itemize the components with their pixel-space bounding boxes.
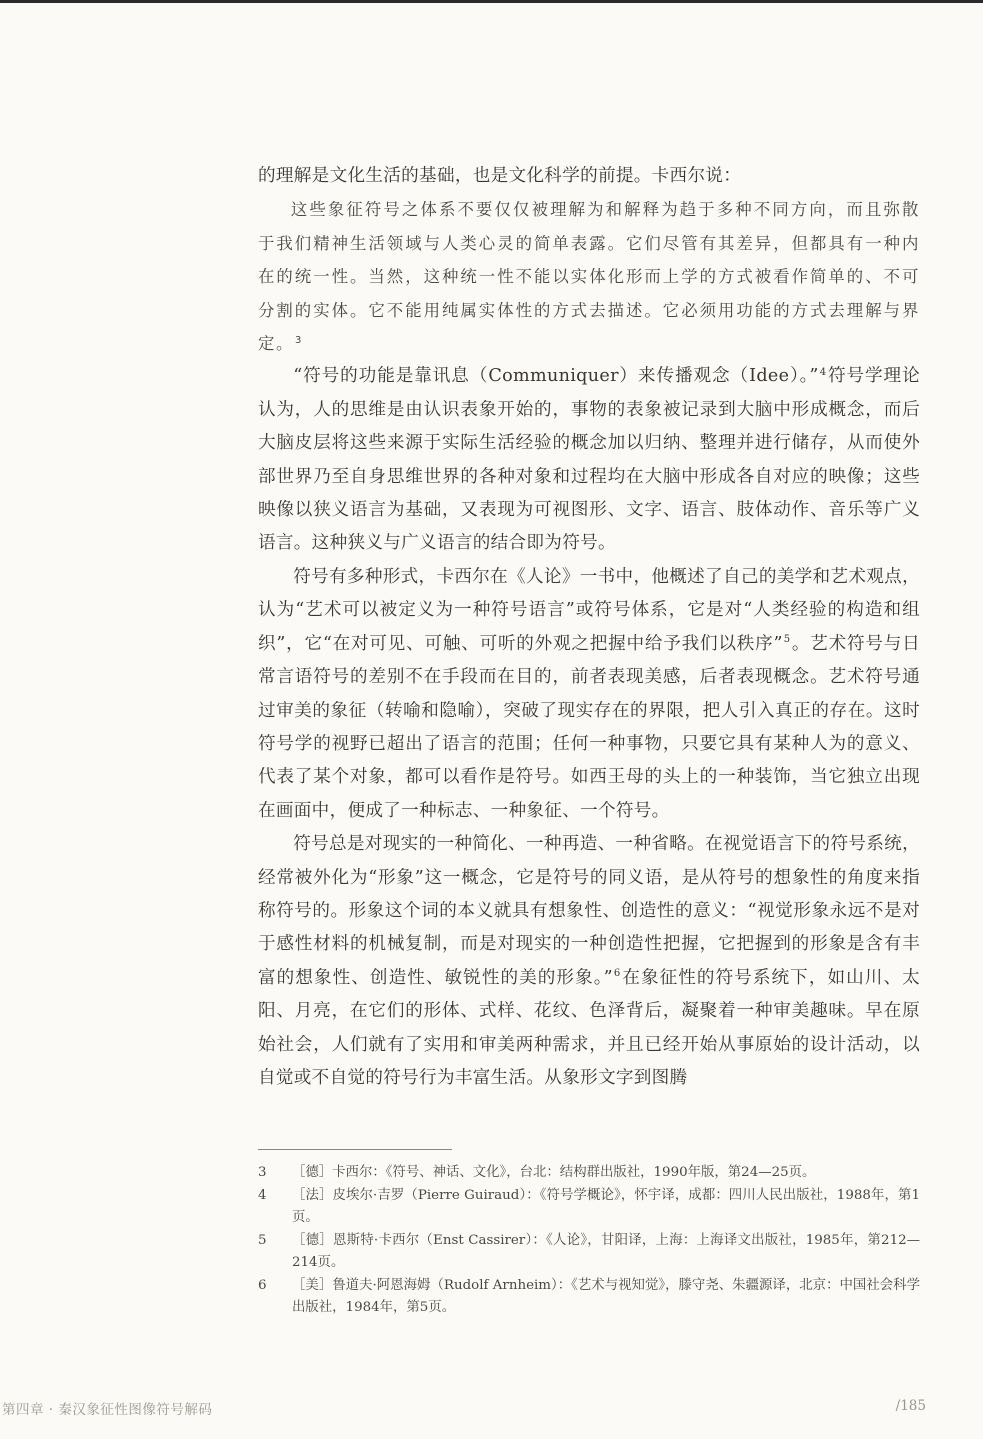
running-footer-chapter: 第四章 · 秦汉象征性图像符号解码 — [2, 1402, 213, 1418]
footnote-number: 5 — [258, 1232, 267, 1248]
paragraph-1 — [258, 360, 920, 560]
paragraph-2-text-b: 。艺术符号与日常言语符号的差别不在手段而在目的，前者表现美感，后者表现概念。艺术符号通过审美的象征（转喻和隐喻），突破了现实存在的界限，把人引入真正的存在。这时符号学的视野已超出了语言的范围；任何一种事物，只要它具有某种人为的意义、代表了某个对象，都可以看作是符号。如西王母的头上的一种装饰，当它独立出现在画面中，便成了一种标志、一种象征、一个符号。 — [258, 633, 920, 821]
footnote-ref-6: 6 — [613, 967, 621, 979]
footnote-ref-3: 3 — [294, 334, 303, 346]
footnote — [258, 1162, 920, 1185]
top-edge-rule — [0, 0, 983, 3]
footnote-text: ［法］皮埃尔·吉罗（Pierre Guiraud）：《符号学概论》，怀宇译，成都：四川人民出版社，1988年，第1页。 — [292, 1187, 920, 1225]
footnote-divider — [258, 1149, 452, 1150]
block-quote-text: 这些象征符号之体系不要仅仅被理解为和解释为趋于多种不同方向，而且弥散于我们精神生活领域与人类心灵的简单表露。它们尽管有其差异，但都具有一种内在的统一性。当然，这种统一性不能以实体化形而上学的方式被看作简单的、不可分割的实体。它不能用纯属实体性的方式去描述。它必须用功能的方式去理解与界定。 — [258, 200, 920, 354]
footnote-text: ［德］恩斯特·卡西尔（Enst Cassirer）：《人论》，甘阳译，上海：上海译文出版社，1985年，第212—214页。 — [292, 1232, 920, 1270]
paragraph-2-text-a: 符号有多种形式，卡西尔在《人论》一书中，他概述了自己的美学和艺术观点，认为“艺术可以被定义为一种符号语言”或符号体系，它是对“人类经验的构造和组织”，它“在对可见、可触、可听的外观之把握中给予我们以秩序” — [258, 566, 920, 654]
paragraph-1-quote: “符号的功能是靠讯息（Communiquer）来传播观念（Idee）。” — [293, 366, 819, 387]
footnote-text: ［德］卡西尔：《符号、神话、文化》，台北：结构群出版社，1990年版，第24—25页。 — [292, 1165, 816, 1180]
footnote-number: 6 — [258, 1277, 267, 1293]
block-quote — [258, 193, 920, 360]
page-number: /185 — [895, 1398, 926, 1414]
paragraph-3-text-b: 在象征性的符号系统下，如山川、太阳、月亮，在它们的形体、式样、花纹、色泽背后，凝聚着一种审美趣味。早在原始社会，人们就有了实用和审美两种需求，并且已经开始从事原始的设计活动，以自觉或不自觉的符号行为丰富生活。从象形文字到图腾 — [258, 967, 920, 1088]
body-text — [258, 160, 920, 1095]
paragraph-1-text: 符号学理论认为，人的思维是由认识表象开始的，事物的表象被记录到大脑中形成概念，而后大脑皮层将这些来源于实际生活经验的概念加以归纳、整理并进行储存，从而使外部世界乃至自身思维世界的各种对象和过程均在大脑中形成各自对应的映像；这些映像以狭义语言为基础，又表现为可视图形、文字、语言、肢体动作、音乐等广义语言。这种狭义与广义语言的结合即为符号。 — [258, 366, 920, 554]
footnotes — [258, 1162, 920, 1320]
paragraph-3-text-a: 符号总是对现实的一种简化、一种再造、一种省略。在视觉语言下的符号系统，经常被外化为“形象”这一概念，它是符号的同义语，是从符号的想象性的角度来指称符号的。形象这个词的本义就具有想象性、创造性的意义：“视觉形象永远不是对于感性材料的机械复制，而是对现实的一种创造性把握，它把握到的形象是含有丰富的想象性、创造性、敏锐性的美的形象。” — [258, 834, 920, 988]
footnote — [258, 1185, 920, 1230]
footnote-number: 4 — [258, 1187, 267, 1203]
footnote-number: 3 — [258, 1165, 267, 1180]
footnote-ref-4: 4 — [819, 366, 827, 378]
paragraph-2 — [258, 561, 920, 828]
footnote — [258, 1275, 920, 1320]
paragraph-continuation: 的理解是文化生活的基础，也是文化科学的前提。卡西尔说： — [258, 166, 742, 186]
footnote — [258, 1230, 920, 1275]
footnote-text: ［美］鲁道夫·阿恩海姆（Rudolf Arnheim）：《艺术与视知觉》，滕守尧、朱疆源译，北京：中国社会科学出版社，1984年，第5页。 — [292, 1277, 920, 1315]
paragraph-3 — [258, 828, 920, 1095]
footnote-ref-5: 5 — [783, 633, 791, 645]
